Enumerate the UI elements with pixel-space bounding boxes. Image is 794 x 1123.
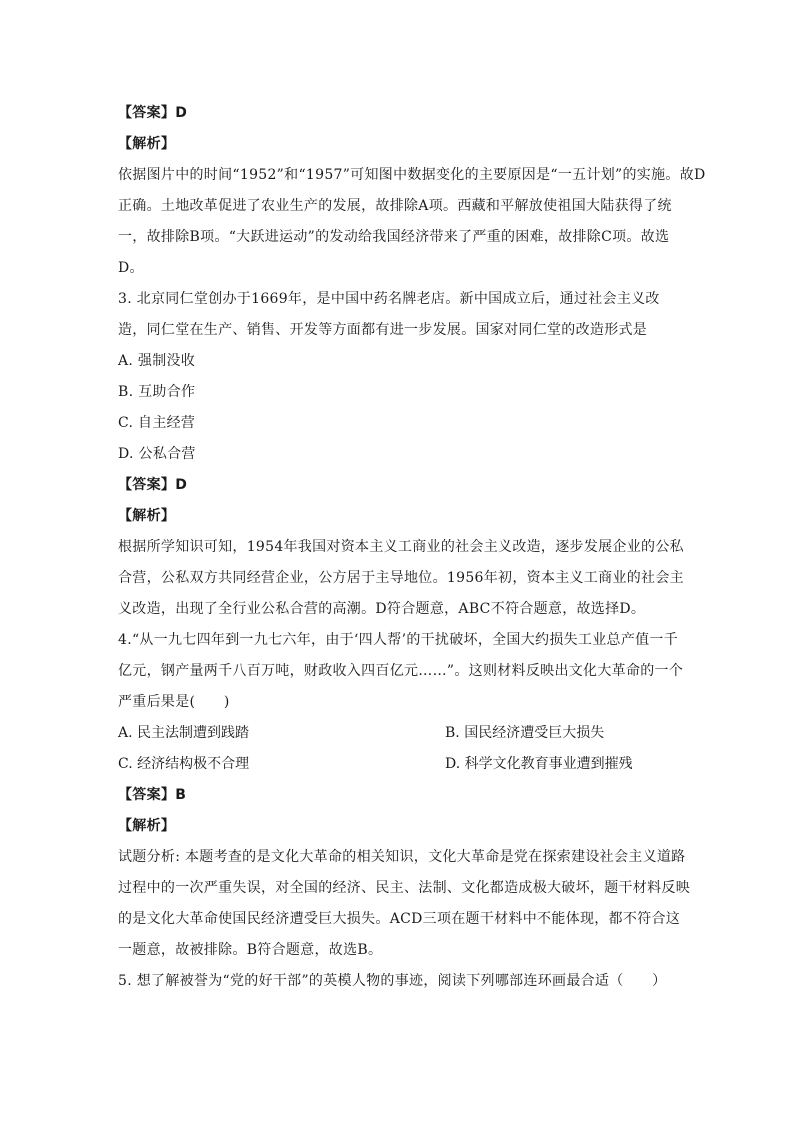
- option-c: C. 经济结构极不合理: [118, 756, 250, 772]
- analysis-label: 【解析】: [118, 136, 176, 152]
- option-d: D. 公私合营: [118, 446, 196, 462]
- question-stem: 3. 北京同仁堂创办于1669年，是中国中药名牌老店。新中国成立后，通过社会主义改: [118, 291, 660, 307]
- answer-label: 【答案】D: [118, 105, 188, 121]
- analysis-line: 义改造，出现了全行业公私合营的高潮。D符合题意，ABC不符合题意，故选择D。: [118, 601, 646, 617]
- analysis-line: 一题意，故被排除。B符合题意，故选B。: [118, 942, 383, 958]
- analysis-line: 过程中的一次严重失误，对全国的经济、民主、法制、文化都造成极大破坏，题干材料反映: [118, 880, 690, 896]
- analysis-label: 【解析】: [118, 508, 176, 524]
- options-row: [118, 749, 678, 780]
- option-b: B. 国民经济遭受巨大损失: [445, 725, 605, 741]
- analysis-line: 根据所学知识可知，1954年我国对资本主义工商业的社会主义改造，逐步发展企业的公私: [118, 539, 684, 555]
- options-row: [118, 718, 678, 749]
- analysis-line: D。: [118, 260, 144, 276]
- analysis-line: 依据图片中的时间“1952”和“1957”可知图中数据变化的主要原因是“一五计划”的实施。故D: [118, 167, 706, 183]
- analysis-line: 试题分析: 本题考查的是文化大革命的相关知识，文化大革命是党在探索建设社会主义道路: [118, 849, 686, 865]
- question-stem: 4.“从一九七四年到一九七六年，由于‘四人帮’的干扰破坏，全国大约损失工业总产值一千: [118, 632, 679, 648]
- option-a: A. 强制没收: [118, 353, 196, 369]
- analysis-label: 【解析】: [118, 818, 176, 834]
- option-b: B. 互助合作: [118, 384, 196, 400]
- document-page: [118, 98, 706, 997]
- analysis-line: 一，故排除B项。“大跃进运动”的发动给我国经济带来了严重的困难，故排除C项。故选: [118, 229, 670, 245]
- question-stem: 5. 想了解被誉为“党的好干部”的英模人物的事迹，阅读下列哪部连环画最合适（ ）: [118, 973, 667, 989]
- analysis-line: 合营，公私双方共同经营企业，公方居于主导地位。1956年初，资本主义工商业的社会主: [118, 570, 684, 586]
- question-stem: 造，同仁堂在生产、销售、开发等方面都有进一步发展。国家对同仁堂的改造形式是: [118, 322, 648, 338]
- option-c: C. 自主经营: [118, 415, 196, 431]
- option-d: D. 科学文化教育事业遭到摧残: [445, 756, 633, 772]
- question-stem: 严重后果是( ): [118, 694, 230, 710]
- analysis-line: 正确。土地改革促进了农业生产的发展，故排除A项。西藏和平解放使祖国大陆获得了统: [118, 198, 672, 214]
- question-stem: 亿元，钢产量两千八百万吨，财政收入四百亿元……”。这则材料反映出文化大革命的一个: [118, 663, 684, 679]
- answer-label: 【答案】B: [118, 787, 187, 803]
- analysis-line: 的是文化大革命使国民经济遭受巨大损失。ACD三项在题干材料中不能体现，都不符合这: [118, 911, 681, 927]
- option-a: A. 民主法制遭到践踏: [118, 725, 250, 741]
- answer-label: 【答案】D: [118, 477, 188, 493]
